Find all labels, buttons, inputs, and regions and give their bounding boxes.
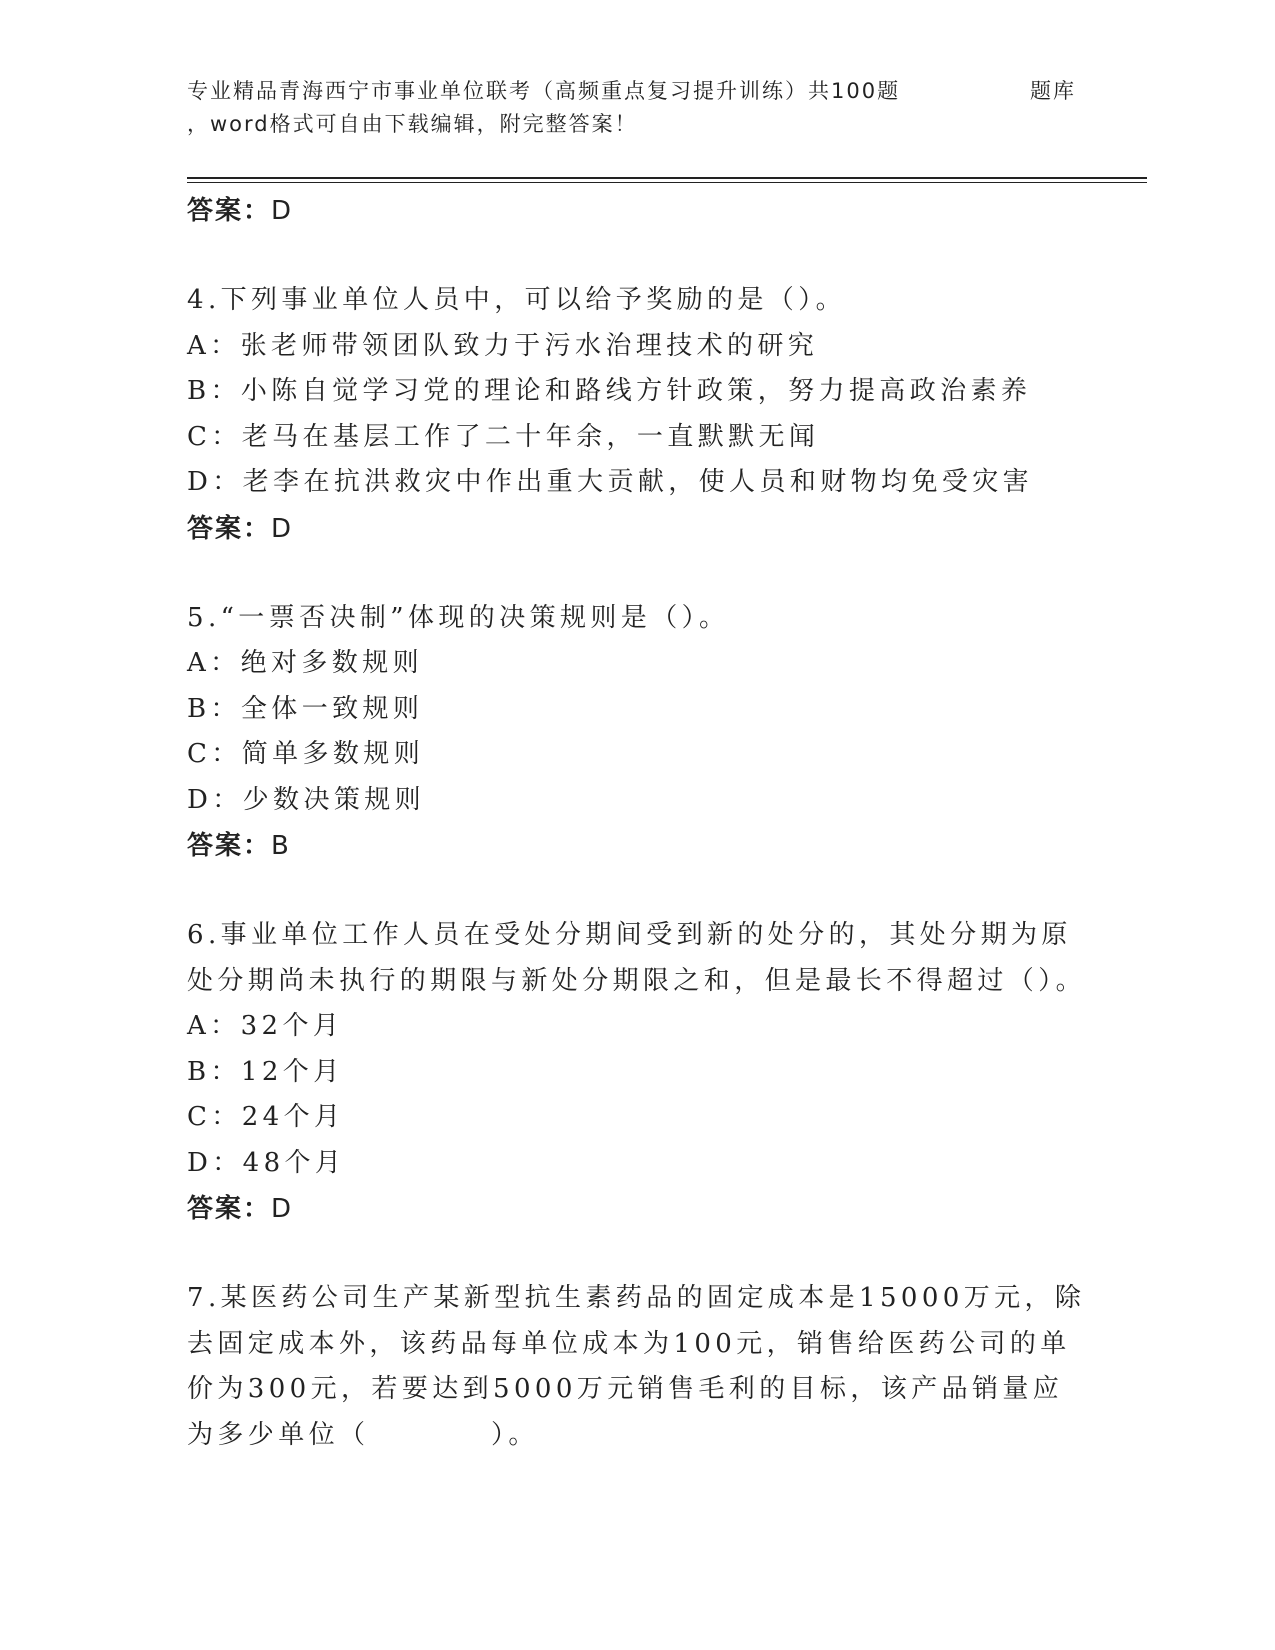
page-header [187, 74, 1147, 144]
answer-label: 答案： [187, 196, 272, 226]
option-c: C：老马在基层工作了二十年余，一直默默无闻 [187, 421, 820, 452]
question-stem: 6.事业单位工作人员在受处分期间受到新的处分的，其处分期为原处分期尚未执行的期限与新处分期限之和，但是最长不得超过（）。 [187, 920, 1087, 996]
option-a: A：32个月 [187, 1011, 344, 1041]
question-stem: 5.“一票否决制”体现的决策规则是（）。 [187, 602, 730, 633]
header-rule-thin [187, 182, 1147, 183]
answer-value: D [271, 196, 294, 226]
answer-line-prev [187, 188, 1087, 234]
answer-line [187, 823, 1087, 869]
answer-line [187, 1186, 1087, 1232]
answer-label: 答案： [187, 1194, 272, 1224]
answer-value: D [271, 513, 294, 544]
option-b: B：12个月 [187, 1056, 344, 1087]
option-c: C：24个月 [187, 1102, 345, 1132]
option-b: B：小陈自觉学习党的理论和路线方针政策，努力提高政治素养 [187, 376, 1032, 406]
answer-label: 答案： [187, 513, 272, 544]
question-block [187, 913, 1087, 1232]
question-list [187, 188, 1087, 1458]
question-block [187, 278, 1087, 552]
question-block [187, 596, 1087, 870]
answer-line [187, 506, 1087, 552]
option-d: D：少数决策规则 [187, 784, 426, 815]
option-d: D：老李在抗洪救灾中作出重大贡献，使人员和财物均免受灾害 [187, 467, 1034, 497]
header-subtitle: ，word格式可自由下载编辑，附完整答案！ [187, 112, 638, 136]
option-a: A：绝对多数规则 [187, 648, 423, 678]
question-block [187, 1276, 1087, 1458]
option-a: A：张老师带领团队致力于污水治理技术的研究 [187, 330, 819, 361]
question-stem: 7.某医药公司生产某新型抗生素药品的固定成本是15000万元，除去固定成本外，该药品每单位成本为100元，销售给医药公司的单价为300元，若要达到5000万元销售毛利的目标，该产品销量应为多少单位（ ）。 [187, 1283, 1086, 1450]
option-c: C：简单多数规则 [187, 739, 425, 769]
header-title: 专业精品青海西宁市事业单位联考（高频重点复习提升训练）共100题 [187, 79, 901, 103]
question-stem: 4.下列事业单位人员中，可以给予奖励的是（）。 [187, 285, 847, 315]
option-d: D：48个月 [187, 1147, 346, 1178]
header-tag: 题库 [1030, 79, 1076, 103]
answer-label: 答案： [187, 831, 272, 861]
header-rule [187, 177, 1147, 179]
answer-value: B [271, 831, 291, 861]
answer-value: D [271, 1194, 294, 1224]
option-b: B：全体一致规则 [187, 693, 424, 724]
